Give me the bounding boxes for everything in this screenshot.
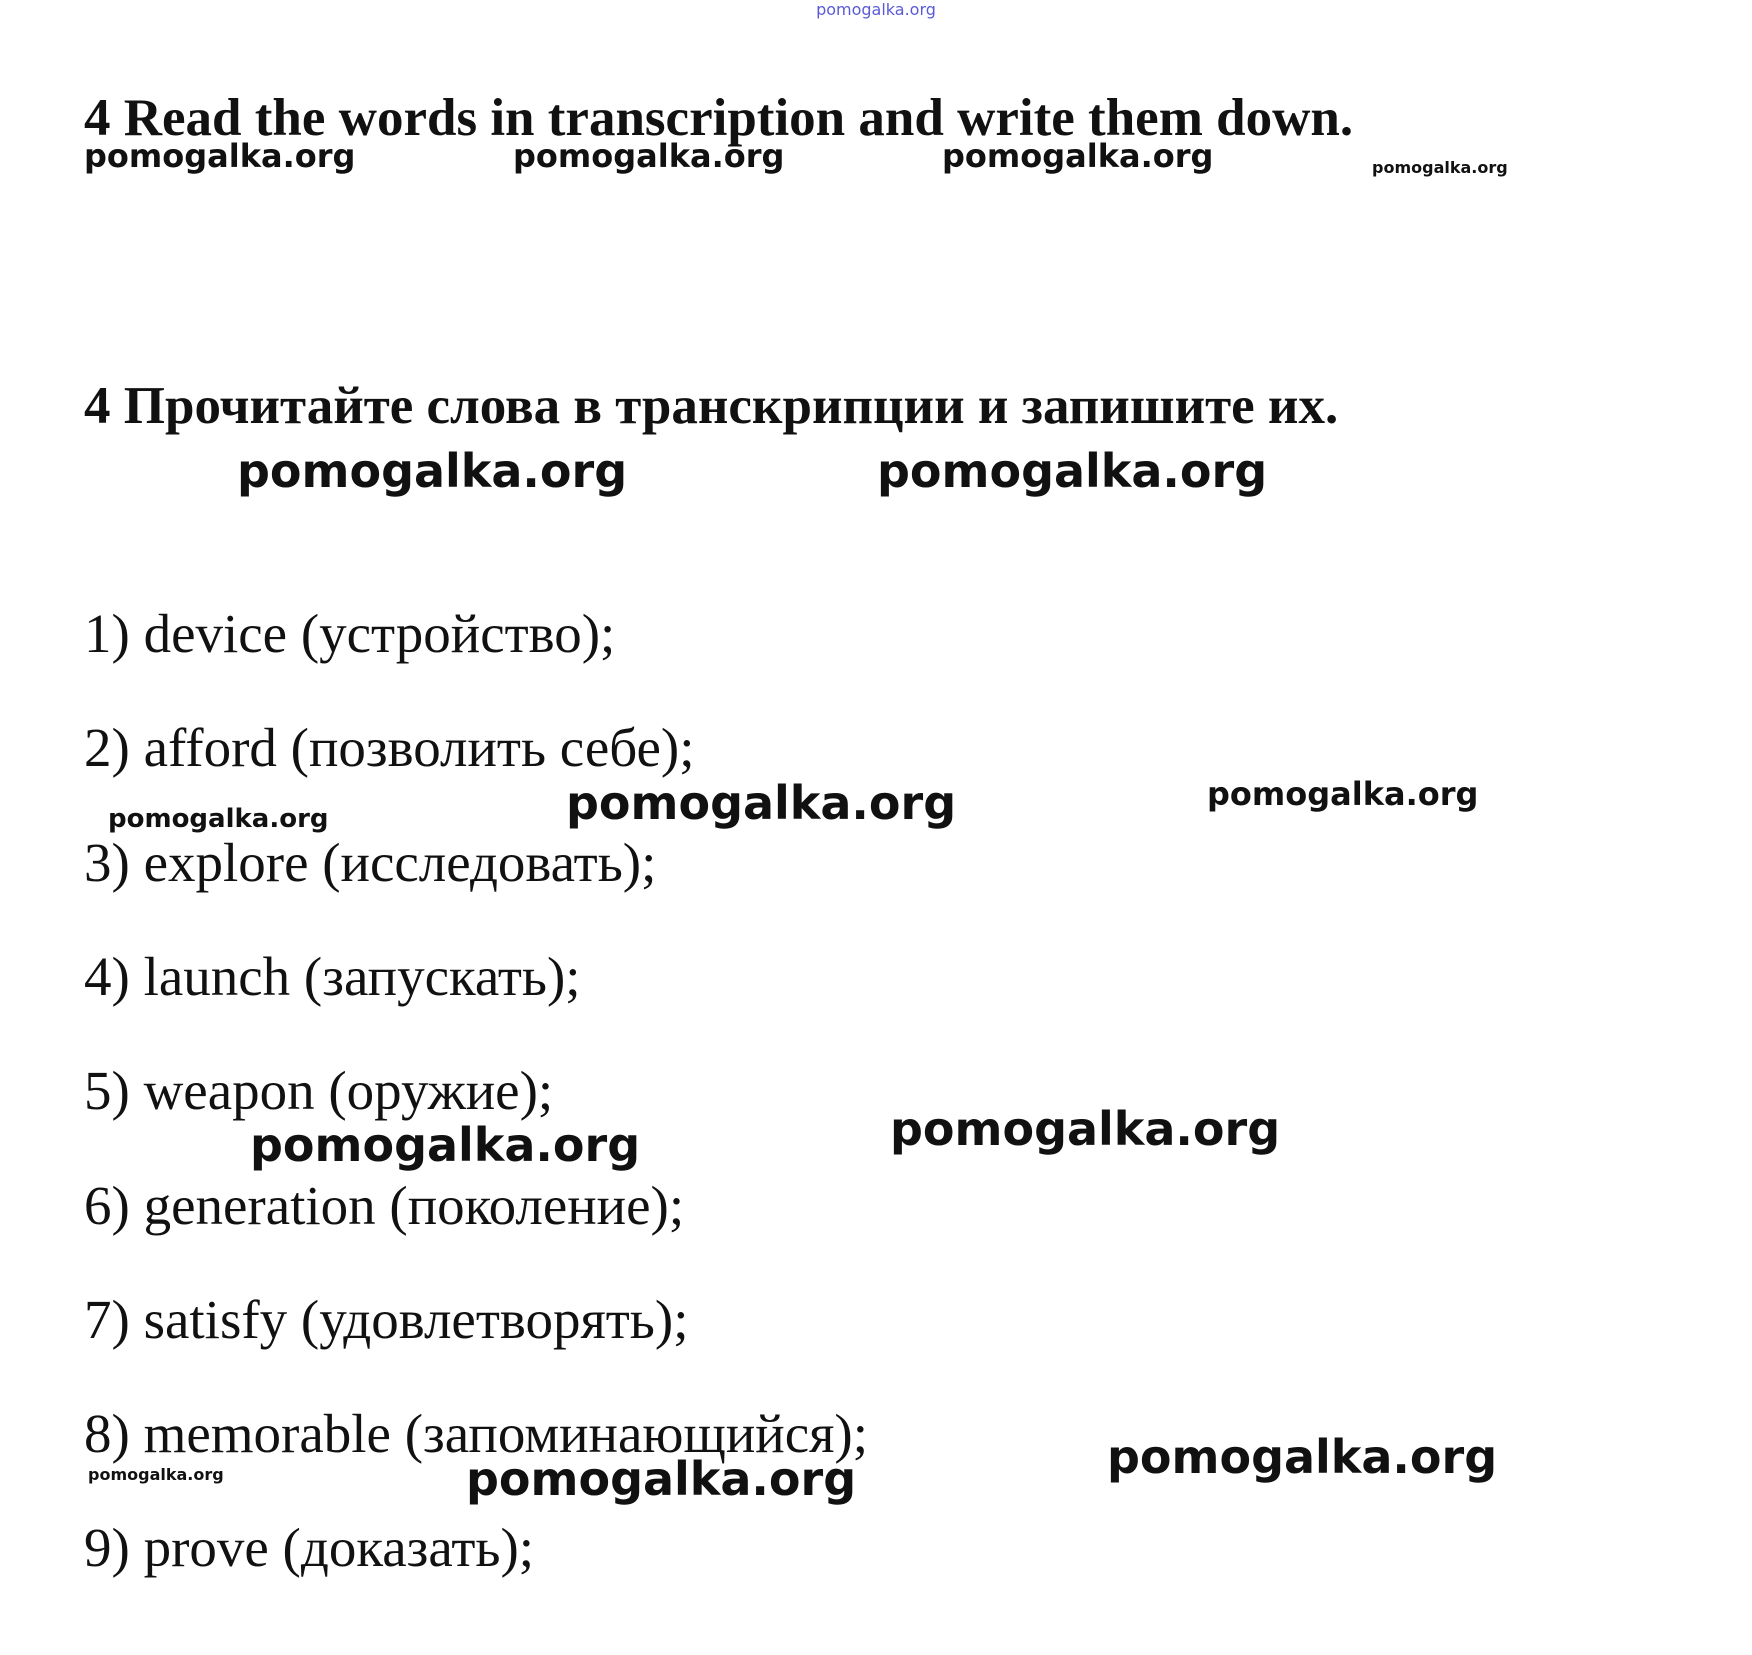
watermark: pomogalka.org [877, 444, 1268, 498]
watermark: pomogalka.org [942, 137, 1214, 175]
watermark: pomogalka.org [237, 444, 628, 498]
watermark-top: pomogalka.org [816, 0, 936, 19]
list-item: 6) generation (поколение); [84, 1175, 685, 1236]
list-item: 1) device (устройство); [84, 603, 616, 664]
watermark: pomogalka.org [466, 1452, 857, 1506]
watermark: pomogalka.org [84, 137, 356, 175]
watermark: pomogalka.org [890, 1102, 1281, 1156]
watermark: pomogalka.org [108, 804, 329, 834]
heading-english: 4 Read the words in transcription and write them down. [84, 89, 1354, 147]
watermark: pomogalka.org [1207, 775, 1479, 813]
list-item: 3) explore (исследовать); [84, 832, 657, 893]
list-item: 4) launch (запускать); [84, 946, 581, 1007]
list-item: 7) satisfy (удовлетворять); [84, 1289, 689, 1350]
watermark: pomogalka.org [1107, 1430, 1498, 1484]
list-item: 8) memorable (запоминающийся); [84, 1403, 869, 1464]
list-item: 2) afford (позволить себе); [84, 717, 695, 778]
heading-russian: 4 Прочитайте слова в транскрипции и запишите их. [84, 377, 1339, 435]
watermark: pomogalka.org [88, 1465, 224, 1484]
list-item: 9) prove (доказать); [84, 1517, 535, 1578]
watermark: pomogalka.org [250, 1118, 641, 1172]
watermark: pomogalka.org [1372, 158, 1508, 177]
watermark: pomogalka.org [513, 137, 785, 175]
watermark: pomogalka.org [566, 776, 957, 830]
list-item: 5) weapon (оружие); [84, 1060, 554, 1121]
